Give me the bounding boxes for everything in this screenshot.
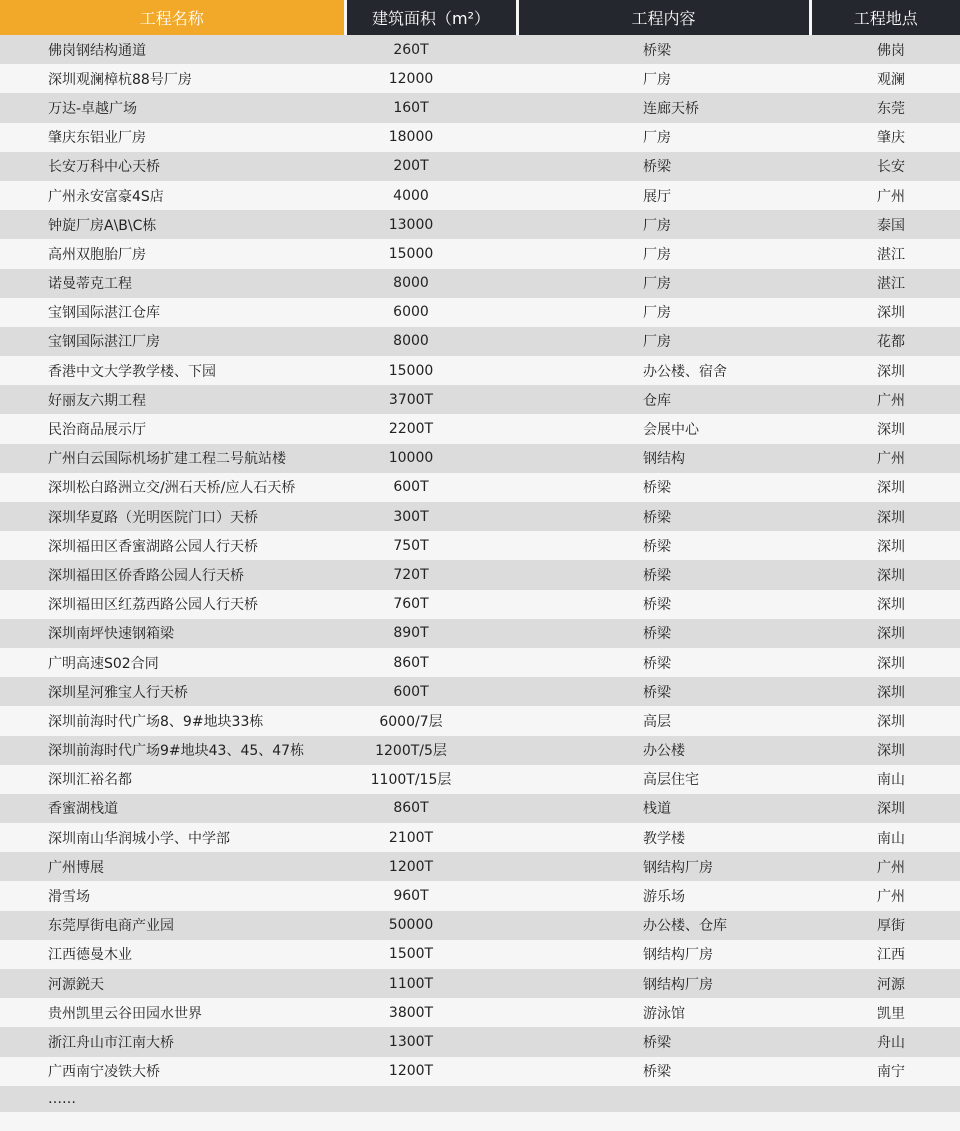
building-area-cell: 750T xyxy=(345,531,517,560)
project-content-cell: 桥梁 xyxy=(517,619,810,648)
project-name-cell: 诺曼蒂克工程 xyxy=(0,269,345,298)
project-location-cell: 深圳 xyxy=(810,590,960,619)
project-content-cell: 桥梁 xyxy=(517,473,810,502)
building-area-cell: 600T xyxy=(345,677,517,706)
project-name-cell: 深圳福田区红荔西路公园人行天桥 xyxy=(0,590,345,619)
project-content-cell: 钢结构 xyxy=(517,444,810,473)
table-body xyxy=(0,35,960,1112)
project-location-cell: 南山 xyxy=(810,765,960,794)
project-name-cell: 香港中文大学教学楼、下园 xyxy=(0,356,345,385)
table-row xyxy=(0,969,960,998)
building-area-cell: 860T xyxy=(345,794,517,823)
project-location-cell: 湛江 xyxy=(810,269,960,298)
building-area-cell: 860T xyxy=(345,648,517,677)
project-content-cell: 桥梁 xyxy=(517,1027,810,1056)
building-area-cell: 15000 xyxy=(345,356,517,385)
table-row xyxy=(0,1057,960,1086)
project-name-cell: 深圳星河雅宝人行天桥 xyxy=(0,677,345,706)
project-name-cell: 贵州凯里云谷田园水世界 xyxy=(0,998,345,1027)
project-name-cell: 长安万科中心天桥 xyxy=(0,152,345,181)
project-name-cell: 东莞厚街电商产业园 xyxy=(0,911,345,940)
building-area-cell: 13000 xyxy=(345,210,517,239)
building-area-cell: 890T xyxy=(345,619,517,648)
project-location-cell: 深圳 xyxy=(810,502,960,531)
table-row xyxy=(0,123,960,152)
building-area-cell: 1100T xyxy=(345,969,517,998)
project-location-cell: 深圳 xyxy=(810,531,960,560)
project-name-cell: 深圳松白路洲立交/洲石天桥/应人石天桥 xyxy=(0,473,345,502)
project-content-cell: 厂房 xyxy=(517,210,810,239)
table-row xyxy=(0,940,960,969)
project-location-cell: 江西 xyxy=(810,940,960,969)
table-row xyxy=(0,765,960,794)
table-row xyxy=(0,64,960,93)
project-content-cell: 桥梁 xyxy=(517,1057,810,1086)
project-name-cell: 广西南宁凌铁大桥 xyxy=(0,1057,345,1086)
project-name-cell: 万达-卓越广场 xyxy=(0,93,345,122)
table-row xyxy=(0,736,960,765)
project-content-cell: 游乐场 xyxy=(517,881,810,910)
building-area-cell: 6000 xyxy=(345,298,517,327)
building-area-cell: 1300T xyxy=(345,1027,517,1056)
table-row xyxy=(0,181,960,210)
building-area-cell: 160T xyxy=(345,93,517,122)
project-location-cell: 深圳 xyxy=(810,794,960,823)
project-content-cell: 仓库 xyxy=(517,385,810,414)
more-rows-ellipsis: …… xyxy=(0,1086,345,1112)
building-area-cell: 3700T xyxy=(345,385,517,414)
table-row xyxy=(0,239,960,268)
table-row xyxy=(0,35,960,64)
project-content-cell: 桥梁 xyxy=(517,152,810,181)
table-row xyxy=(0,531,960,560)
project-name-cell: 河源鋭天 xyxy=(0,969,345,998)
table-header xyxy=(0,0,960,35)
table-row xyxy=(0,881,960,910)
project-content-cell: 游泳馆 xyxy=(517,998,810,1027)
table-row xyxy=(0,93,960,122)
table-row xyxy=(0,560,960,589)
empty-cell xyxy=(345,1086,517,1112)
project-name-cell: 深圳福田区侨香路公园人行天桥 xyxy=(0,560,345,589)
project-location-cell: 泰国 xyxy=(810,210,960,239)
table-row xyxy=(0,677,960,706)
building-area-cell: 8000 xyxy=(345,327,517,356)
project-content-cell: 厂房 xyxy=(517,327,810,356)
project-name-cell: 深圳华夏路（光明医院门口）天桥 xyxy=(0,502,345,531)
header-project-location: 工程地点 xyxy=(810,0,960,35)
project-location-cell: 舟山 xyxy=(810,1027,960,1056)
project-content-cell: 钢结构厂房 xyxy=(517,969,810,998)
header-project-name: 工程名称 xyxy=(0,0,345,35)
project-name-cell: 深圳前海时代广场9#地块43、45、47栋 xyxy=(0,736,345,765)
table-row xyxy=(0,152,960,181)
table-row xyxy=(0,414,960,443)
project-location-cell: 广州 xyxy=(810,444,960,473)
project-content-cell: 展厅 xyxy=(517,181,810,210)
project-location-cell: 深圳 xyxy=(810,736,960,765)
project-content-cell: 办公楼 xyxy=(517,736,810,765)
empty-cell xyxy=(810,1086,960,1112)
project-name-cell: 钟旋厂房A\B\C栋 xyxy=(0,210,345,239)
table-row xyxy=(0,619,960,648)
project-location-cell: 凯里 xyxy=(810,998,960,1027)
project-content-cell: 钢结构厂房 xyxy=(517,940,810,969)
table-row xyxy=(0,648,960,677)
table-row xyxy=(0,269,960,298)
project-location-cell: 厚街 xyxy=(810,911,960,940)
building-area-cell: 4000 xyxy=(345,181,517,210)
project-content-cell: 厂房 xyxy=(517,239,810,268)
project-content-cell: 厂房 xyxy=(517,269,810,298)
building-area-cell: 300T xyxy=(345,502,517,531)
building-area-cell: 10000 xyxy=(345,444,517,473)
table-row xyxy=(0,298,960,327)
project-content-cell: 桥梁 xyxy=(517,677,810,706)
project-content-cell: 厂房 xyxy=(517,64,810,93)
table-row xyxy=(0,444,960,473)
project-name-cell: 深圳南山华润城小学、中学部 xyxy=(0,823,345,852)
building-area-cell: 760T xyxy=(345,590,517,619)
building-area-cell: 1100T/15层 xyxy=(345,765,517,794)
table-row xyxy=(0,823,960,852)
project-location-cell: 深圳 xyxy=(810,473,960,502)
building-area-cell: 3800T xyxy=(345,998,517,1027)
project-location-cell: 肇庆 xyxy=(810,123,960,152)
project-content-cell: 栈道 xyxy=(517,794,810,823)
building-area-cell: 1200T xyxy=(345,852,517,881)
project-content-cell: 桥梁 xyxy=(517,502,810,531)
table-row xyxy=(0,385,960,414)
project-location-cell: 广州 xyxy=(810,181,960,210)
building-area-cell: 50000 xyxy=(345,911,517,940)
empty-cell xyxy=(517,1086,810,1112)
table-row xyxy=(0,794,960,823)
project-location-cell: 南宁 xyxy=(810,1057,960,1086)
project-location-cell: 河源 xyxy=(810,969,960,998)
project-location-cell: 深圳 xyxy=(810,560,960,589)
building-area-cell: 1200T/5层 xyxy=(345,736,517,765)
project-name-cell: 浙江舟山市江南大桥 xyxy=(0,1027,345,1056)
project-content-cell: 桥梁 xyxy=(517,560,810,589)
project-name-cell: 民治商品展示厅 xyxy=(0,414,345,443)
building-area-cell: 1200T xyxy=(345,1057,517,1086)
project-name-cell: 宝钢国际湛江仓库 xyxy=(0,298,345,327)
project-location-cell: 深圳 xyxy=(810,706,960,735)
table-row xyxy=(0,1027,960,1056)
table-row xyxy=(0,356,960,385)
project-name-cell: 深圳福田区香蜜湖路公园人行天桥 xyxy=(0,531,345,560)
project-content-cell: 厂房 xyxy=(517,298,810,327)
project-content-cell: 办公楼、宿舍 xyxy=(517,356,810,385)
project-content-cell: 高层住宅 xyxy=(517,765,810,794)
project-content-cell: 教学楼 xyxy=(517,823,810,852)
project-location-cell: 佛岗 xyxy=(810,35,960,64)
building-area-cell: 15000 xyxy=(345,239,517,268)
project-name-cell: 广州白云国际机场扩建工程二号航站楼 xyxy=(0,444,345,473)
project-location-cell: 深圳 xyxy=(810,356,960,385)
project-name-cell: 广州永安富豪4S店 xyxy=(0,181,345,210)
project-location-cell: 湛江 xyxy=(810,239,960,268)
project-name-cell: 佛岗钢结构通道 xyxy=(0,35,345,64)
project-name-cell: 宝钢国际湛江厂房 xyxy=(0,327,345,356)
project-location-cell: 广州 xyxy=(810,852,960,881)
table-row xyxy=(0,210,960,239)
project-content-cell: 桥梁 xyxy=(517,35,810,64)
project-name-cell: 广明高速S02合同 xyxy=(0,648,345,677)
building-area-cell: 600T xyxy=(345,473,517,502)
table-row xyxy=(0,911,960,940)
project-content-cell: 桥梁 xyxy=(517,590,810,619)
project-location-cell: 广州 xyxy=(810,385,960,414)
building-area-cell: 260T xyxy=(345,35,517,64)
project-content-cell: 厂房 xyxy=(517,123,810,152)
project-name-cell: 肇庆东铝业厂房 xyxy=(0,123,345,152)
project-name-cell: 广州博展 xyxy=(0,852,345,881)
header-building-area: 建筑面积（m²） xyxy=(345,0,517,35)
building-area-cell: 18000 xyxy=(345,123,517,152)
project-name-cell: 香蜜湖栈道 xyxy=(0,794,345,823)
project-location-cell: 花都 xyxy=(810,327,960,356)
project-content-cell: 桥梁 xyxy=(517,648,810,677)
project-content-cell: 桥梁 xyxy=(517,531,810,560)
project-location-cell: 深圳 xyxy=(810,648,960,677)
building-area-cell: 2200T xyxy=(345,414,517,443)
project-location-cell: 东莞 xyxy=(810,93,960,122)
project-name-cell: 深圳汇裕名都 xyxy=(0,765,345,794)
project-name-cell: 滑雪场 xyxy=(0,881,345,910)
project-location-cell: 南山 xyxy=(810,823,960,852)
building-area-cell: 12000 xyxy=(345,64,517,93)
building-area-cell: 1500T xyxy=(345,940,517,969)
project-content-cell: 会展中心 xyxy=(517,414,810,443)
project-location-cell: 观澜 xyxy=(810,64,960,93)
project-name-cell: 高州双胞胎厂房 xyxy=(0,239,345,268)
project-name-cell: 深圳观澜樟杭88号厂房 xyxy=(0,64,345,93)
project-location-cell: 深圳 xyxy=(810,619,960,648)
building-area-cell: 6000/7层 xyxy=(345,706,517,735)
project-location-cell: 广州 xyxy=(810,881,960,910)
project-name-cell: 深圳前海时代广场8、9#地块33栋 xyxy=(0,706,345,735)
project-location-cell: 深圳 xyxy=(810,414,960,443)
table-row-ellipsis xyxy=(0,1086,960,1112)
building-area-cell: 8000 xyxy=(345,269,517,298)
table-row xyxy=(0,590,960,619)
project-location-cell: 深圳 xyxy=(810,677,960,706)
project-location-cell: 深圳 xyxy=(810,298,960,327)
project-name-cell: 江西德曼木业 xyxy=(0,940,345,969)
table-row xyxy=(0,852,960,881)
building-area-cell: 200T xyxy=(345,152,517,181)
project-name-cell: 好丽友六期工程 xyxy=(0,385,345,414)
project-location-cell: 长安 xyxy=(810,152,960,181)
building-area-cell: 2100T xyxy=(345,823,517,852)
building-area-cell: 720T xyxy=(345,560,517,589)
building-area-cell: 960T xyxy=(345,881,517,910)
project-content-cell: 高层 xyxy=(517,706,810,735)
table-row xyxy=(0,473,960,502)
table-row xyxy=(0,706,960,735)
table-row xyxy=(0,998,960,1027)
header-project-content: 工程内容 xyxy=(517,0,810,35)
table-row xyxy=(0,327,960,356)
project-content-cell: 钢结构厂房 xyxy=(517,852,810,881)
project-name-cell: 深圳南坪快速钢箱梁 xyxy=(0,619,345,648)
project-content-cell: 办公楼、仓库 xyxy=(517,911,810,940)
project-content-cell: 连廊天桥 xyxy=(517,93,810,122)
table-row xyxy=(0,502,960,531)
